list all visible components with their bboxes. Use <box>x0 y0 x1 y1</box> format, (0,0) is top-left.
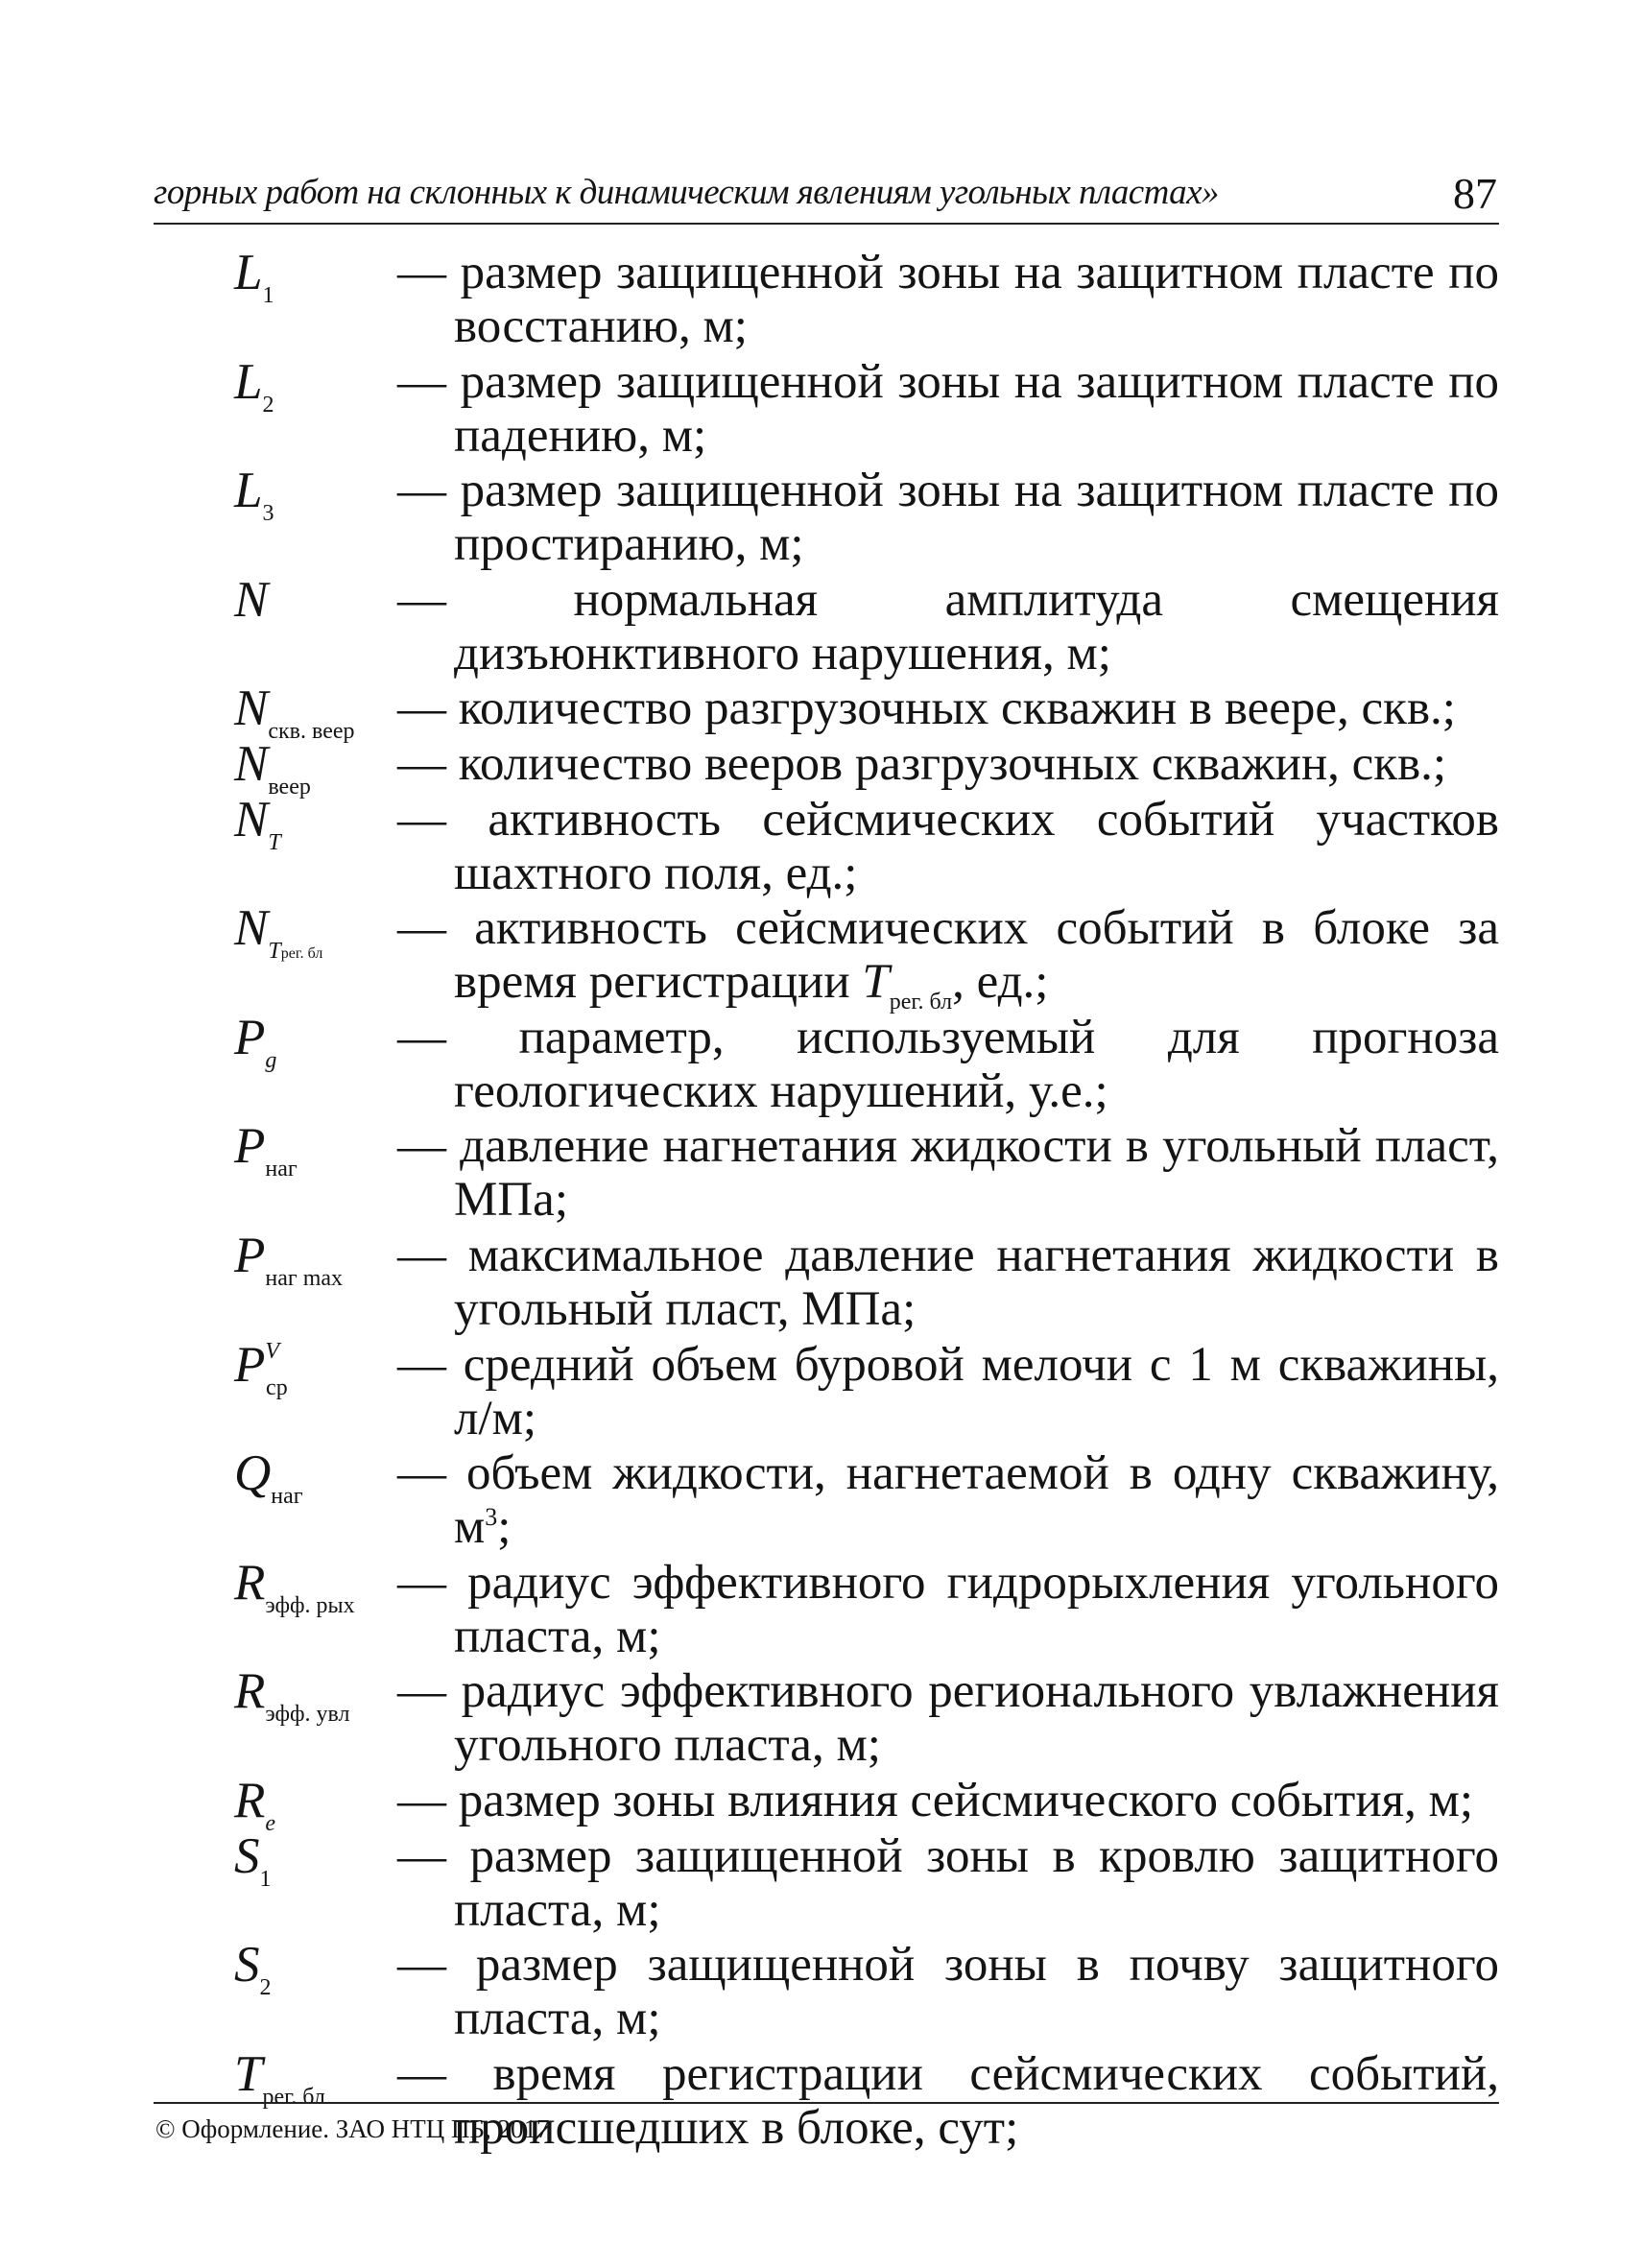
glossary-entry-NT-reg-bl <box>234 900 1499 1015</box>
definition: — размер защищенной зоны на защитном пласте по восстанию, м; <box>397 246 1499 353</box>
copyright-footer: © Оформление. ЗАО НТЦ ПБ, 2017 <box>155 2114 550 2143</box>
definition: — давление нагнетания жидкости в угольный пласт, МПа; <box>397 1119 1499 1228</box>
glossary-entry-NT <box>234 793 1499 900</box>
glossary-entry-P-nag-max <box>234 1229 1499 1336</box>
definition: — объем жидкости, нагнетаемой в одну скважину, $м^3$; <box>397 1446 1499 1555</box>
glossary-entry-S1 <box>234 1829 1499 1937</box>
symbol: $R_{эфф. увл}$ <box>234 1663 350 1728</box>
definition: — размер защищенной зоны в почву защитного пласта, м; <box>397 1938 1499 2046</box>
glossary-entry-L3 <box>234 464 1499 571</box>
definition: — количество разгрузочных скважин в веере, скв.; <box>397 681 1456 736</box>
symbol: $P_g$ <box>234 1009 277 1073</box>
definition: — максимальное давление нагнетания жидкости в угольный пласт, МПа; <box>397 1228 1499 1336</box>
definition: — радиус эффективного гидрорыхления угольного пласта, м; <box>397 1555 1499 1663</box>
symbol: $S_1$ <box>234 1827 272 1892</box>
glossary-entry-Re <box>234 1772 1499 1836</box>
glossary-entry-R-eff-ryh <box>234 1556 1499 1663</box>
symbol: $L_1$ <box>234 245 274 308</box>
glossary-entry-Q-nag <box>234 1446 1499 1554</box>
symbol: $L_2$ <box>234 353 274 418</box>
definition: — активность сейсмических событий участков шахтного поля, ед.; <box>397 792 1499 900</box>
symbol: $R_{эфф. рых}$ <box>234 1554 355 1618</box>
symbol: $P_{наг max}$ <box>234 1227 344 1291</box>
definition: — средний объем буровой мелочи с 1 м скважины, л/м; <box>397 1337 1499 1445</box>
definition: — нормальная амплитуда смещения дизъюнктивного нарушения, м; <box>397 572 1499 680</box>
glossary-entry-N <box>234 573 1499 680</box>
glossary-entry-N-veer <box>234 735 1499 800</box>
footer-divider <box>154 2102 1499 2104</box>
symbol: $N_{веер}$ <box>234 735 311 800</box>
symbol: $T_{рег. бл}$ <box>234 2045 325 2110</box>
symbol: $N_T$ <box>234 791 281 855</box>
glossary-entry-S2 <box>234 1938 1499 2045</box>
glossary-entry-L2 <box>234 355 1499 463</box>
glossary-entry-N-skv-veer <box>234 680 1499 745</box>
glossary-entry-R-eff-uvl <box>234 1664 1499 1772</box>
symbol: N <box>234 571 269 628</box>
glossary-entry-L1 <box>234 246 1499 353</box>
symbol: $R_e$ <box>234 1772 276 1836</box>
symbol: $N_{скв. веер}$ <box>234 680 355 745</box>
definition: — размер защищенной зоны в кровлю защитного пласта, м; <box>397 1828 1499 1937</box>
symbol-glossary <box>234 246 1499 2156</box>
symbol: $S_2$ <box>234 1937 272 2001</box>
symbol: $Q_{наг}$ <box>234 1445 303 1510</box>
page-number: 87 <box>1453 169 1497 218</box>
header-title: горных работ на склонных к динамическим явлениям угольных пластах» <box>154 173 1219 212</box>
definition: — размер защищенной зоны на защитном пласте по простиранию, м; <box>397 464 1499 572</box>
definition: — размер защищенной зоны на защитном пласте по падению, м; <box>397 354 1499 463</box>
symbol: $P_{наг}$ <box>234 1118 298 1182</box>
definition: — активность сейсмических событий в блоке за время регистрации $T_{рег. бл}$, ед.; <box>397 901 1499 1015</box>
symbol: $L_3$ <box>234 463 274 527</box>
glossary-entry-Pg <box>234 1011 1499 1118</box>
symbol: $P^V_{ср}$ <box>234 1336 288 1400</box>
glossary-entry-P-V-sr <box>234 1338 1499 1445</box>
definition: — время регистрации сейсмических событий, происшедших в блоке, сут; <box>397 2046 1499 2155</box>
symbol: $N_{Tрег. бл}$ <box>234 900 323 965</box>
definition: — размер зоны влияния сейсмического события, м; <box>397 1773 1474 1827</box>
definition: — параметр, используемый для прогноза геологических нарушений, у.е.; <box>397 1010 1499 1118</box>
glossary-entry-P-nag <box>234 1119 1499 1227</box>
definition: — радиус эффективного регионального увлажнения угольного пласта, м; <box>397 1664 1499 1773</box>
running-header <box>154 165 1499 225</box>
definition: — количество вееров разгрузочных скважин, скв.; <box>397 736 1447 791</box>
